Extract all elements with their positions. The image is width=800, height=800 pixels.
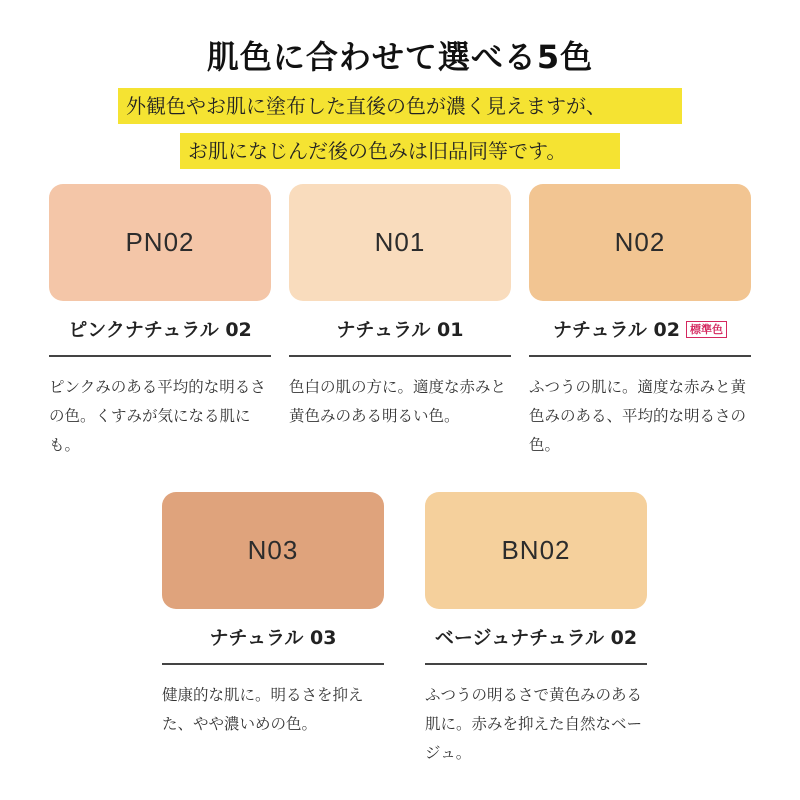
shade-name-row-bn02 xyxy=(425,623,647,665)
shade-card-n01 xyxy=(289,184,511,431)
shade-name-n01: ナチュラル 01 xyxy=(336,319,464,341)
shade-name-row-pn02 xyxy=(49,315,271,357)
shade-desc-n01: 色白の肌の方に。適度な赤みと黄色みのある明るい色。 xyxy=(289,378,507,425)
shade-code-n02: N02 xyxy=(614,227,666,257)
shade-card-n02 xyxy=(529,184,751,460)
shade-swatch-pn02 xyxy=(49,184,271,301)
shade-code-n03: N03 xyxy=(247,535,299,565)
shade-swatch-n03 xyxy=(162,492,384,609)
shade-name-n02: ナチュラル 02 xyxy=(553,319,680,341)
shade-name-row-n03 xyxy=(162,623,384,665)
shade-desc-bn02: ふつうの明るさで黄色みのある肌に。赤みを抑えた自然なベージュ。 xyxy=(425,686,643,762)
shade-card-bn02 xyxy=(425,492,647,768)
shade-code-n01: N01 xyxy=(374,227,426,257)
shade-desc-n03: 健康的な肌に。明るさを抑えた、やや濃いめの色。 xyxy=(162,686,364,733)
shade-name-bn02: ベージュナチュラル 02 xyxy=(434,627,638,649)
shade-card-pn02 xyxy=(49,184,271,460)
shade-desc-n02: ふつうの肌に。適度な赤みと黄色みのある、平均的な明るさの色。 xyxy=(529,378,747,454)
shade-swatch-bn02 xyxy=(425,492,647,609)
shade-name-n02-wrap xyxy=(529,315,751,342)
notice-line-1: 外観色やお肌に塗布した直後の色が濃く見えますが、 xyxy=(118,88,682,124)
shade-name-row-n01 xyxy=(289,315,511,357)
shade-name-n03: ナチュラル 03 xyxy=(209,627,337,649)
shade-swatch-n02 xyxy=(529,184,751,301)
shade-code-pn02: PN02 xyxy=(125,227,195,257)
shade-desc-pn02: ピンクみのある平均的な明るさの色。くすみが気になる肌にも。 xyxy=(49,378,266,454)
shade-name-pn02: ピンクナチュラル 02 xyxy=(68,319,252,341)
page-title: 肌色に合わせて選べる5色 xyxy=(206,38,594,76)
shade-card-n03 xyxy=(162,492,384,739)
standard-color-badge: 標準色 xyxy=(686,321,727,338)
notice-line-2: お肌になじんだ後の色みは旧品同等です。 xyxy=(180,133,620,169)
shade-name-row-n02 xyxy=(529,315,751,357)
shade-code-bn02: BN02 xyxy=(501,535,571,565)
shade-swatch-n01 xyxy=(289,184,511,301)
